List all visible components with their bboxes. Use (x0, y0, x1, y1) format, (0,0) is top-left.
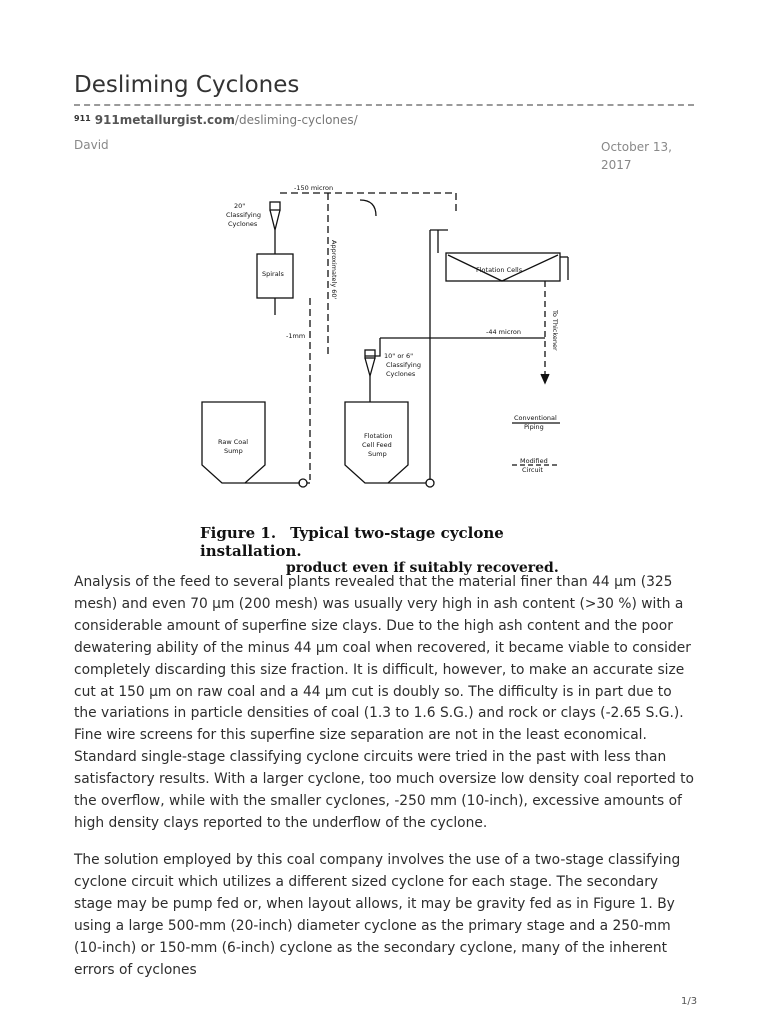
primary-cyclone-top (270, 202, 280, 210)
figure-caption-text: Typical two-stage cyclone installation. (200, 524, 504, 560)
label-primary-cyclone-2: Classifying (226, 211, 261, 219)
paragraph-1: Analysis of the feed to several plants revealed that the material finer than 44 µm (325 mesh) and even 70 µm (200 mesh) was usually very high in ash content (>30 %) with a considerable amount of superfine size clays. Due to the high ash content and the poor dewatering ability of the minus 44 µm coal when recovered, it became viable to consider completely discarding this size fraction. It is difficult, however, to make an accurate size cut at 150 µm on raw coal and a 44 µm cut is doubly so. The difficulty is in part due to the variations in particle densities of coal (1.3 to 1.6 S.G.) and rock or clays (-2.65 S.G.). Fine wire screens for this superfine size separation are not in the least economical. Standard single-stage classifying cyclone circuits were tried in the past with less than satisfactory results. With a larger cyclone, too much oversize low density coal reported to the overflow, while with the smaller cyclones, -250 mm (10-inch), excessive amounts of high density clays reported to the underflow of the cyclone. (74, 574, 694, 831)
label-raw-coal-2: Sump (224, 447, 243, 455)
label-minus-1mm: -1mm (286, 332, 306, 340)
label-raw-coal-1: Raw Coal (218, 438, 249, 446)
label-secondary-cyclone-3: Cyclones (386, 370, 416, 378)
page-number: 1/3 (681, 996, 698, 1007)
pump-2 (426, 479, 434, 487)
figure-caption-label: Figure 1. (200, 524, 277, 542)
label-spirals: Spirals (262, 270, 284, 278)
label-minus-44: -44 micron (486, 328, 522, 336)
figure-caption (200, 524, 580, 576)
label-flotation-cells: Flotation Cells (476, 266, 523, 274)
primary-cyclone-cone (270, 210, 280, 230)
label-primary-cyclone-3: Cyclones (228, 220, 258, 228)
label-flotation-sump-2: Cell Feed (362, 441, 392, 449)
label-secondary-cyclone-2: Classifying (386, 361, 421, 369)
site-favicon-icon: 911 (74, 114, 91, 123)
label-legend-modified-1: Modified (520, 457, 548, 465)
label-overflow-top: -150 micron (294, 184, 334, 192)
secondary-cyclone-top (365, 350, 375, 358)
label-flotation-sump-1: Flotation (364, 432, 393, 440)
source-domain-link[interactable]: 911metallurgist.com (94, 113, 235, 127)
label-primary-cyclone-1: 20" (234, 202, 246, 210)
cyclone-circuit-diagram (190, 180, 590, 570)
author-name: David (74, 138, 109, 152)
label-approx: Approximately 60' (330, 240, 338, 300)
paragraph-2: The solution employed by this coal company involves the use of a two-stage classifying cyclone circuit which utilizes a different sized cyclone for each stage. The secondary stage may be pump fed or, when layout allows, it may be gravity fed as in Figure 1. By using a large 500-mm (20-inch) diameter cyclone as the primary stage and a 250-mm (10-inch) or 150-mm (6-inch) cyclone as the secondary cyclone, many of the inherent errors of cyclones (74, 852, 681, 978)
publish-date: October 13, 2017 (601, 140, 672, 172)
figure-diagram (190, 180, 590, 570)
figure-caption-subline: product even if suitably recovered. (286, 560, 559, 576)
page-title: Desliming Cyclones (74, 72, 300, 98)
source-path-link[interactable]: /desliming-cyclones/ (234, 113, 358, 127)
pump-1 (299, 479, 307, 487)
title-divider (74, 104, 694, 106)
label-legend-conventional-1: Conventional (514, 414, 557, 422)
label-secondary-cyclone-1: 10" or 6" (384, 352, 414, 360)
label-flotation-sump-3: Sump (368, 450, 387, 458)
label-legend-modified-2: Circuit (522, 466, 543, 474)
label-legend-conventional-2: Piping (524, 423, 544, 431)
source-line (74, 113, 358, 127)
label-to-thickener: To Thickener (551, 310, 559, 351)
